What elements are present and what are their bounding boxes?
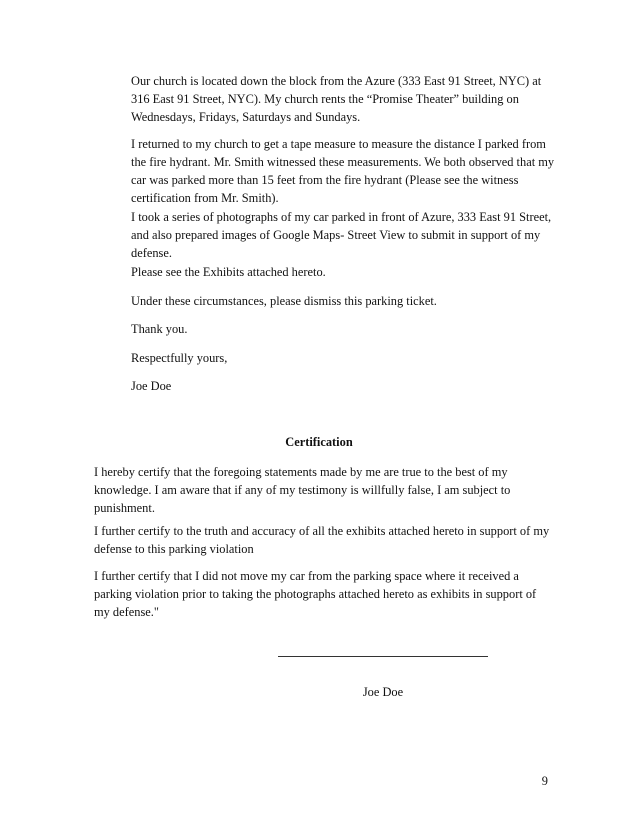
page-number: 9 [541,774,548,788]
certification-paragraph-car-not-moved: I further certify that I did not move my car from the parking space where it received a parking violation prior to taking the photographs attached hereto as exhibits in support of my defense." [94,569,537,619]
letter-signer: Joe Doe [131,379,172,393]
letter-paragraph-photographs: I took a series of photographs of my car parked in front of Azure, 333 East 91 Street, and also prepared images of Google Maps- Street View to submit in support of my defense. [131,210,552,260]
certification-heading [0,433,638,451]
signature-name: Joe Doe [362,685,404,699]
letter-paragraph-measurement: I returned to my church to get a tape measure to measure the distance I parked from the fire hydrant. Mr. Smith witnessed these measurements. We both observed that my car was parked more than 15 feet from the fire hydrant (Please see the witness certification from Mr. Smith). [131,137,555,205]
letter-paragraph-thanks: Thank you. [131,322,188,336]
letter-paragraph-request: Under these circumstances, please dismiss this parking ticket. [131,294,437,308]
letter-paragraph-exhibits: Please see the Exhibits attached hereto. [131,265,326,279]
letter-paragraph-church-location: Our church is located down the block from the Azure (333 East 91 Street, NYC) at 316 East 91 Street, NYC). My church rents the “Promise Theater” building on Wednesdays, Fridays, Saturdays and Sundays. [131,74,542,124]
letter-closing: Respectfully yours, [131,351,228,365]
certification-paragraph-exhibits: I further certify to the truth and accuracy of all the exhibits attached hereto in support of my defense to this parking violation [94,524,550,556]
certification-paragraph-truth: I hereby certify that the foregoing statements made by me are true to the best of my knowledge. I am aware that if any of my testimony is willfully false, I am subject to punishment. [94,465,511,515]
certification-heading-text: Certification [285,435,353,449]
signature-line [278,656,488,657]
